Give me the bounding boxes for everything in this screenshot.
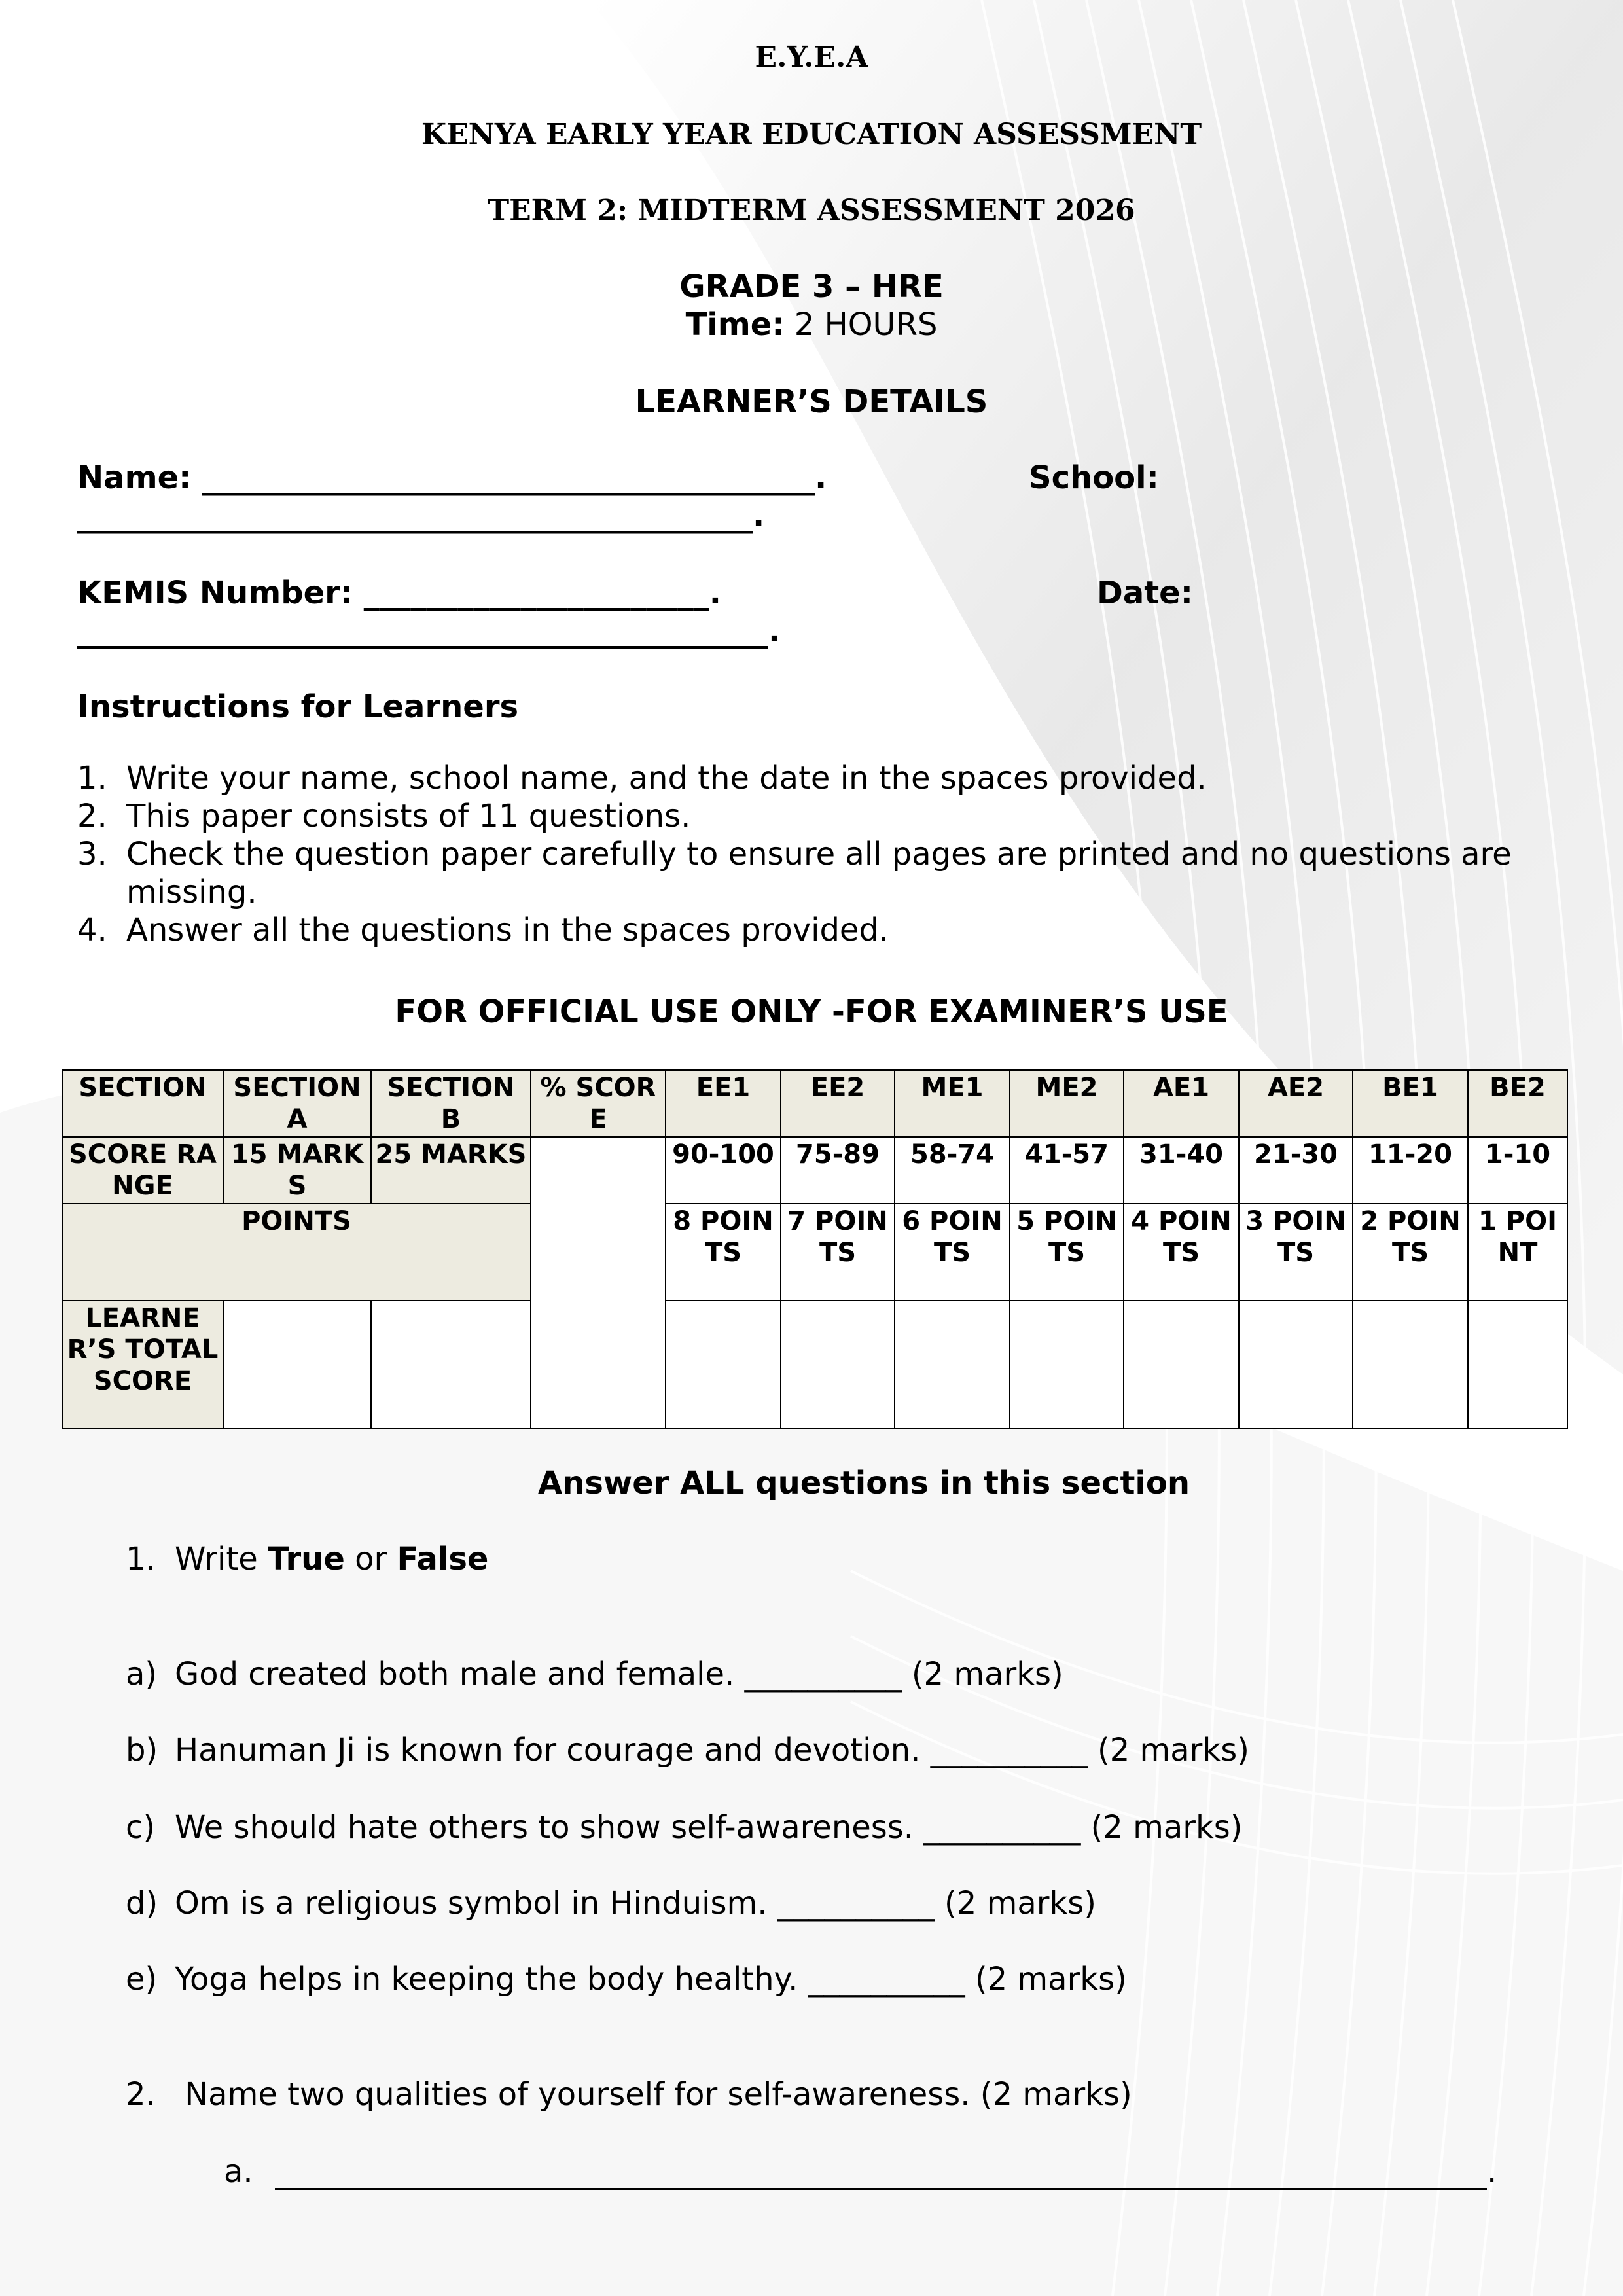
range-cell: 31-40 [1124,1137,1239,1204]
range-cell: 75-89 [781,1137,895,1204]
instruction-item: 1. Write your name, school name, and the date in the spaces provided. [77,760,1207,797]
header-me2: ME2 [1010,1070,1124,1137]
header-section-a: SECTION A [223,1070,371,1137]
instruction-item: 2. This paper consists of 11 questions. [77,798,691,834]
header-ee2: EE2 [781,1070,895,1137]
header-ee1: EE1 [666,1070,781,1137]
kemis-field[interactable] [77,575,721,611]
grade-title: GRADE 3 – HRE [679,268,944,305]
date-line[interactable]: ____________________________________________. [77,613,781,649]
header-be1: BE1 [1353,1070,1468,1137]
question-1a[interactable]: a) God created both male and female. __________ (2 marks) [126,1656,1063,1693]
score-cell[interactable] [1468,1300,1567,1429]
points-cell: 1 POINT [1468,1204,1567,1300]
instructions-list [77,759,1582,949]
header-me1: ME1 [895,1070,1010,1137]
points-cell: 4 POINTS [1124,1204,1239,1300]
points-cell: 7 POINTS [781,1204,895,1300]
header-ae1: AE1 [1124,1070,1239,1137]
time-value: 2 HOURS [794,306,938,343]
header-section-b: SECTION B [371,1070,531,1137]
name-line: _______________________________________. [202,459,827,496]
section-title: Answer ALL questions in this section [538,1465,1190,1501]
kemis-label: KEMIS Number: [77,575,353,611]
section-b-marks: 25 MARKS [371,1137,531,1204]
section-a-marks: 15 MARKS [223,1137,371,1204]
range-cell: 11-20 [1353,1137,1468,1204]
question-2: 2. Name two qualities of yourself for self-awareness. (2 marks) [126,2076,1132,2113]
org-title: E.Y.E.A [755,41,868,74]
score-range-label: SCORE RANGE [62,1137,223,1204]
range-cell: 1-10 [1468,1137,1567,1204]
question-1e[interactable]: e) Yoga helps in keeping the body healthy. __________ (2 marks) [126,1961,1127,1998]
score-cell[interactable] [666,1300,781,1429]
range-cell: 21-30 [1239,1137,1353,1204]
school-label: School: [1029,459,1159,496]
header-be2: BE2 [1468,1070,1567,1137]
points-cell: 5 POINTS [1010,1204,1124,1300]
term-title: TERM 2: MIDTERM ASSESSMENT 2026 [488,194,1135,227]
percent-score-cell[interactable] [531,1137,666,1429]
instruction-item: 4. Answer all the questions in the spaces provided. [77,912,889,948]
points-cell: 6 POINTS [895,1204,1010,1300]
instructions-title: Instructions for Learners [77,689,519,725]
question-2a-end: . [1487,2153,1497,2190]
time-line [0,306,1623,343]
assessment-title: KENYA EARLY YEAR EDUCATION ASSESSMENT [421,118,1202,151]
range-cell: 58-74 [895,1137,1010,1204]
school-line[interactable]: ___________________________________________. [77,497,765,534]
header-percent-score: % SCORE [531,1070,666,1137]
score-cell[interactable] [1124,1300,1239,1429]
score-table [62,1069,1568,1429]
points-cell: 2 POINTS [1353,1204,1468,1300]
instruction-item: 3. Check the question paper carefully to ensure all pages are printed and no questions are missing. [77,836,1512,910]
points-cell: 3 POINTS [1239,1204,1353,1300]
points-cell: 8 POINTS [666,1204,781,1300]
question-1: 1. Write True or False [126,1541,489,1577]
question-1c[interactable]: c) We should hate others to show self-awareness. __________ (2 marks) [126,1809,1243,1846]
name-field[interactable] [77,459,827,496]
total-score-label: LEARNER’S TOTAL SCORE [62,1300,223,1429]
name-label: Name: [77,459,192,496]
header-section: SECTION [62,1070,223,1137]
kemis-line: ______________________. [363,575,721,611]
range-cell: 41-57 [1010,1137,1124,1204]
section-b-score-cell[interactable] [371,1300,531,1429]
score-cell[interactable] [895,1300,1010,1429]
score-cell[interactable] [781,1300,895,1429]
points-label: POINTS [62,1204,531,1300]
question-1d[interactable]: d) Om is a religious symbol in Hinduism. __________ (2 marks) [126,1885,1097,1922]
time-label: Time: [685,306,785,343]
score-cell[interactable] [1353,1300,1468,1429]
score-cell[interactable] [1239,1300,1353,1429]
date-label: Date: [1097,575,1193,611]
range-cell: 90-100 [666,1137,781,1204]
learner-details-title: LEARNER’S DETAILS [635,384,988,420]
question-1b[interactable]: b) Hanuman Ji is known for courage and devotion. __________ (2 marks) [126,1732,1249,1768]
header-ae2: AE2 [1239,1070,1353,1137]
official-use-title: FOR OFFICIAL USE ONLY -FOR EXAMINER’S USE [395,994,1228,1030]
section-a-score-cell[interactable] [223,1300,371,1429]
score-cell[interactable] [1010,1300,1124,1429]
question-2a-answer-line[interactable] [275,2188,1487,2190]
question-2a-label: a. [224,2153,253,2190]
